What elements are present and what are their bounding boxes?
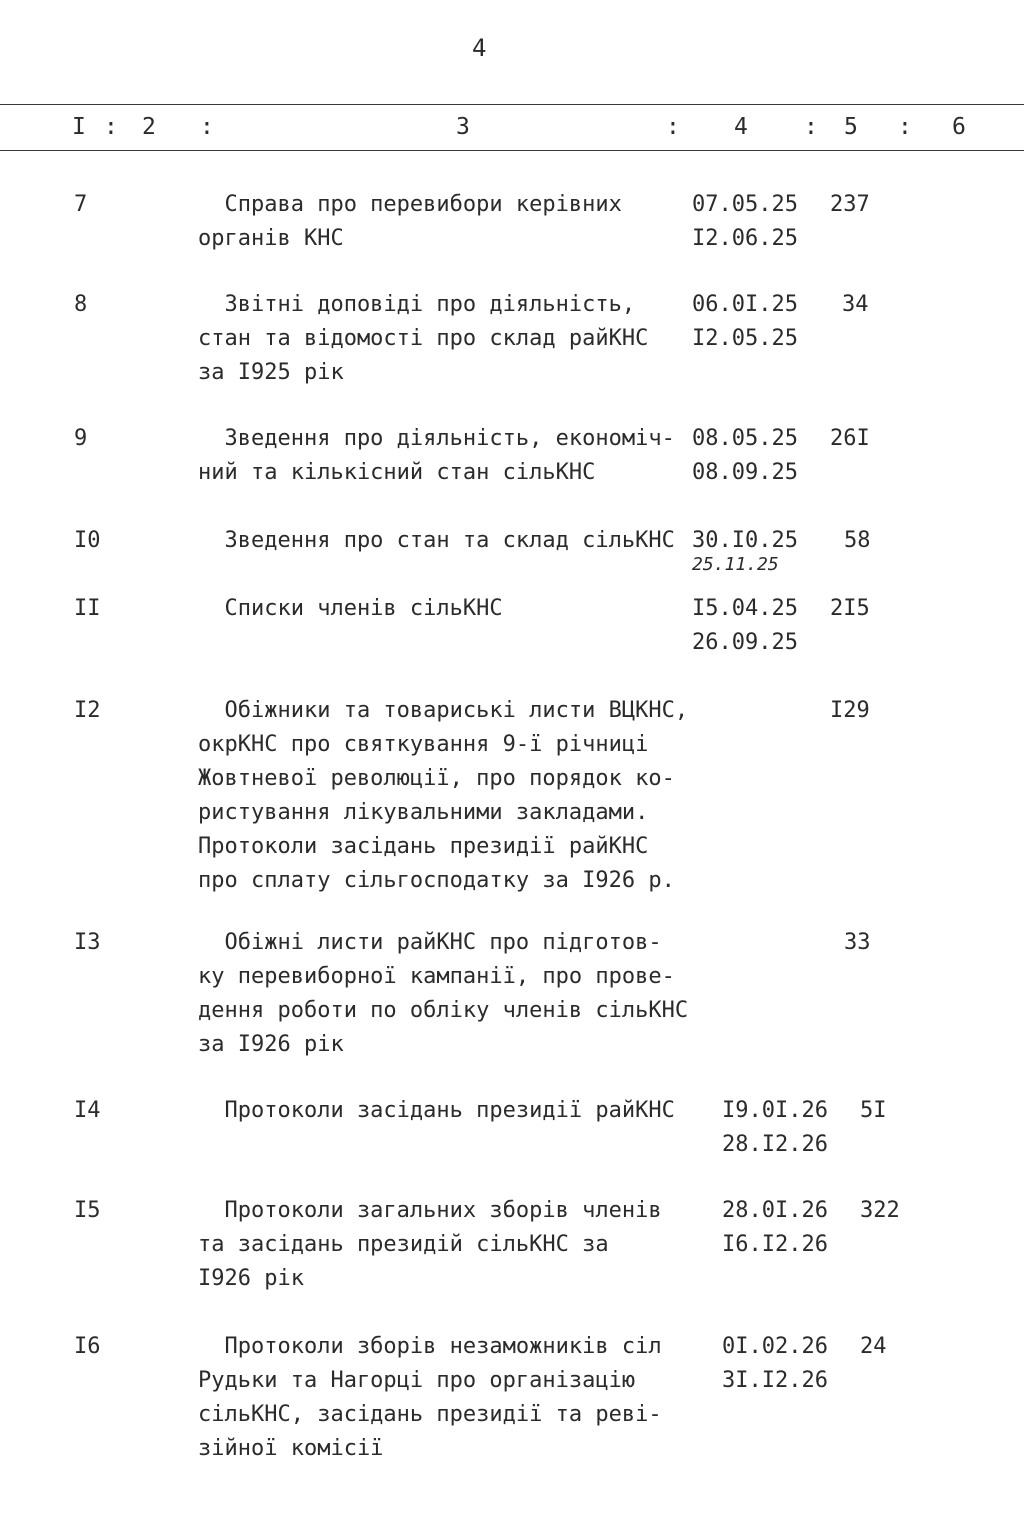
entry-number: 8 bbox=[74, 292, 88, 317]
entry-sheet-count: 34 bbox=[842, 292, 869, 317]
entry-sheet-count: 5I bbox=[860, 1098, 887, 1123]
entry-sheet-count: 33 bbox=[844, 930, 871, 955]
entry-start-date: 28.0I.26 bbox=[722, 1198, 828, 1223]
entry-title-line: сільКНС, засідань президії та реві- bbox=[198, 1402, 662, 1427]
header-separator: : bbox=[898, 114, 912, 140]
entry-number: 7 bbox=[74, 192, 88, 217]
col3-header: 3 bbox=[456, 114, 470, 140]
entry-title-line: Обіжні листи райКНС про підготов- bbox=[198, 930, 662, 955]
entry-dates bbox=[722, 1194, 828, 1262]
entry-title-line: ний та кількісний стан сільКНС bbox=[198, 460, 596, 485]
entry-title-line: Списки членів сільКНС bbox=[198, 596, 503, 621]
entry-title-line: Зведення про стан та склад сільКНС bbox=[198, 528, 675, 553]
entry-sheet-count: I29 bbox=[830, 698, 870, 723]
entry-title-line: про сплату сільгосподатку за I926 р. bbox=[198, 868, 675, 893]
entry-title-line: та засідань президій сільКНС за bbox=[198, 1232, 609, 1257]
entry-title-line: I926 рік bbox=[198, 1266, 304, 1291]
entry-end-date: 28.I2.26 bbox=[722, 1132, 828, 1157]
header-separator: : bbox=[104, 114, 118, 140]
entry-dates bbox=[722, 1330, 828, 1398]
col4-header: 4 bbox=[734, 114, 748, 140]
header-separator: : bbox=[200, 114, 214, 140]
entry-title-line: стан та відомості про склад райКНС bbox=[198, 326, 649, 351]
entry-title-line: Зведення про діяльність, економіч- bbox=[198, 426, 675, 451]
entry-start-date: 08.05.25 bbox=[692, 426, 798, 451]
header-separator: : bbox=[666, 114, 680, 140]
page-number: 4 bbox=[472, 34, 487, 62]
entry-end-date: I2.05.25 bbox=[692, 326, 798, 351]
entry-number: I0 bbox=[74, 528, 101, 553]
entry-title-line: за I926 рік bbox=[198, 1032, 344, 1057]
entry-sheet-count: 24 bbox=[860, 1334, 887, 1359]
entry-title-line: Протоколи засідань президії райКНС bbox=[198, 834, 649, 859]
entry-title bbox=[198, 288, 698, 390]
entry-dates bbox=[692, 422, 798, 490]
entry-dates bbox=[692, 592, 798, 660]
entry-number: I6 bbox=[74, 1334, 101, 1359]
entry-number: I2 bbox=[74, 698, 101, 723]
entry-title bbox=[198, 694, 698, 898]
entry-start-date: I9.0I.26 bbox=[722, 1098, 828, 1123]
entry-title bbox=[198, 926, 698, 1062]
col1-header: I bbox=[72, 114, 86, 140]
entry-sheet-count: 2I5 bbox=[830, 596, 870, 621]
entry-sheet-count: 58 bbox=[844, 528, 871, 553]
entry-start-date: 07.05.25 bbox=[692, 192, 798, 217]
entry-title-line: Протоколи загальних зборів членів bbox=[198, 1198, 662, 1223]
entry-dates bbox=[692, 188, 798, 256]
entry-title bbox=[198, 524, 698, 558]
entry-end-date: 26.09.25 bbox=[692, 630, 798, 655]
entry-number: I4 bbox=[74, 1098, 101, 1123]
entry-end-date: 3I.I2.26 bbox=[722, 1368, 828, 1393]
col2-header: 2 bbox=[142, 114, 156, 140]
col6-header: 6 bbox=[952, 114, 966, 140]
entry-number: I5 bbox=[74, 1198, 101, 1223]
entry-title bbox=[198, 422, 698, 490]
entry-title bbox=[198, 188, 698, 256]
entry-end-date: 08.09.25 bbox=[692, 460, 798, 485]
entry-title bbox=[198, 1094, 698, 1128]
header-bottom-rule bbox=[0, 150, 1024, 151]
entry-dates bbox=[692, 288, 798, 356]
entry-sheet-count: 237 bbox=[830, 192, 870, 217]
entry-title bbox=[198, 1194, 698, 1296]
entry-end-date: I6.I2.26 bbox=[722, 1232, 828, 1257]
entry-end-date: I2.06.25 bbox=[692, 226, 798, 251]
entry-title-line: Рудьки та Нагорці про організацію bbox=[198, 1368, 636, 1393]
entry-title-line: Протоколи засідань президії райКНС bbox=[198, 1098, 675, 1123]
entry-number: I3 bbox=[74, 930, 101, 955]
header-top-rule bbox=[0, 104, 1024, 105]
entry-number: II bbox=[74, 596, 101, 621]
entry-title-line: окрКНС про святкування 9-ї річниці bbox=[198, 732, 649, 757]
entry-title-line: дення роботи по обліку членів сільКНС bbox=[198, 998, 689, 1023]
entry-start-date: 0I.02.26 bbox=[722, 1334, 828, 1359]
entry-sheet-count: 322 bbox=[860, 1198, 900, 1223]
entry-title-line: за I925 рік bbox=[198, 360, 344, 385]
entry-title bbox=[198, 592, 698, 626]
entry-title-line: ку перевиборної кампанії, про прове- bbox=[198, 964, 675, 989]
entry-title-line: Обіжники та товариські листи ВЦКНС, bbox=[198, 698, 689, 723]
entry-title-line: Справа про перевибори керівних bbox=[198, 192, 622, 217]
entry-title-line: ристування лікувальними закладами. bbox=[198, 800, 649, 825]
entry-start-date: 06.0I.25 bbox=[692, 292, 798, 317]
entry-title bbox=[198, 1330, 698, 1466]
entry-start-date: I5.04.25 bbox=[692, 596, 798, 621]
entry-start-date: 30.I0.25 bbox=[692, 528, 798, 553]
entry-sheet-count: 26I bbox=[830, 426, 870, 451]
header-separator: : bbox=[804, 114, 818, 140]
col5-header: 5 bbox=[844, 114, 858, 140]
entry-title-line: Звітні доповіді про діяльність, bbox=[198, 292, 636, 317]
entry-dates bbox=[692, 524, 798, 575]
entry-title-line: Протоколи зборів незаможників сіл bbox=[198, 1334, 662, 1359]
entry-title-line: Жовтневої революції, про порядок ко- bbox=[198, 766, 675, 791]
entry-number: 9 bbox=[74, 426, 88, 451]
entry-title-line: зійної комісії bbox=[198, 1436, 384, 1461]
entry-end-date: 25.11.25 bbox=[692, 554, 779, 575]
entry-title-line: органів КНС bbox=[198, 226, 344, 251]
entry-dates bbox=[722, 1094, 828, 1162]
